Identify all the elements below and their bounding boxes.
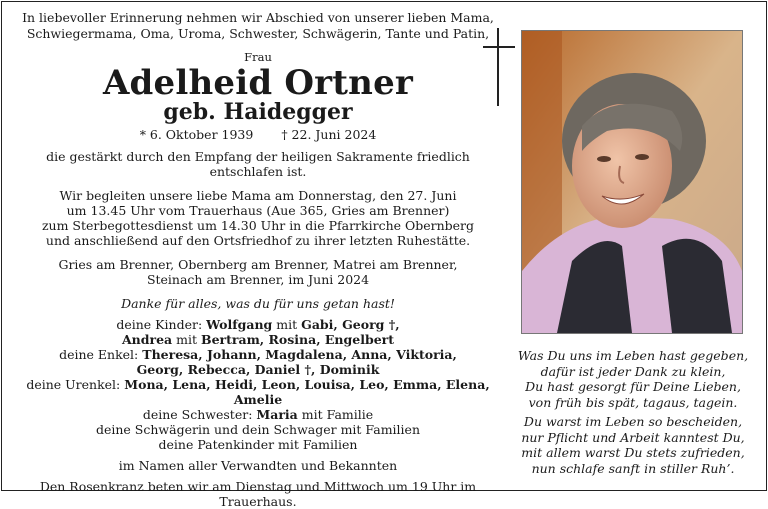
grandchildren-names: Georg, Rebecca, Daniel †, Dominik xyxy=(136,362,380,377)
places-line: Steinach am Brenner, im Juni 2024 xyxy=(146,272,370,287)
deceased-name: Adelheid Ortner xyxy=(102,63,414,103)
poem-line: Was Du uns im Leben hast gegeben, xyxy=(517,348,749,363)
portrait-illustration xyxy=(522,31,742,333)
family-list xyxy=(12,317,504,473)
poem-line: von früh bis spät, tagaus, tagein. xyxy=(528,394,738,410)
child-name: Andrea xyxy=(121,332,173,347)
kinder-label: deine Kinder: xyxy=(116,317,203,332)
death-date: † 22. Juni 2024 xyxy=(281,127,377,142)
poem-line: dafür ist jeder Dank zu klein, xyxy=(540,363,726,379)
poem-stanza xyxy=(516,414,750,476)
cross-icon xyxy=(483,28,515,106)
child-family: Gabi, Georg †, xyxy=(301,317,400,332)
poem-stanza xyxy=(516,348,750,410)
death-text: die gestärkt durch den Empfang der heiligen Sakramente friedlich entschlafen ist. xyxy=(46,149,470,179)
child-family: Bertram, Rosina, Engelbert xyxy=(201,332,395,347)
child-name: Wolfgang xyxy=(206,317,273,332)
great-grandchildren-names: Mona, Lena, Heidi, Leon, Louisa, Leo, Emma, Elena, Amelie xyxy=(124,377,490,407)
sister-name: Maria xyxy=(256,407,298,422)
verwandte-line: im Namen aller Verwandten und Bekannten xyxy=(118,458,398,473)
maiden-name: geb. Haidegger xyxy=(163,99,353,125)
funeral-info xyxy=(12,188,504,248)
funeral-line: und anschließend auf den Ortsfriedhof zu ihrer letzten Ruhestätte. xyxy=(45,233,471,248)
intro-text: In liebevoller Erinnerung nehmen wir Abschied von unserer lieben Mama, Schwiegermama, Oma, Uroma, Schwester, Schwägerin, Tante und Patin, xyxy=(22,10,494,41)
obituary-text-column xyxy=(12,10,504,509)
funeral-line: Wir begleiten unsere liebe Mama am Donnerstag, den 27. Juni xyxy=(59,188,457,203)
obituary-card xyxy=(1,1,767,509)
grandchildren-names: Theresa, Johann, Magdalena, Anna, Viktoria, xyxy=(142,347,457,362)
birth-date: * 6. Oktober 1939 xyxy=(139,127,254,142)
poem-line: nun schlafe sanft in stiller Ruh’. xyxy=(531,460,735,476)
schwaegerin-line: deine Schwägerin und dein Schwager mit Familien xyxy=(95,422,420,437)
kinder-line xyxy=(12,317,504,332)
schwester-line xyxy=(12,407,504,422)
poem xyxy=(516,348,750,476)
poem-line: Du warst im Leben so bescheiden, xyxy=(523,414,743,429)
sister-family: mit Familie xyxy=(301,407,374,422)
schwester-label: deine Schwester: xyxy=(142,407,253,422)
urenkel-line xyxy=(12,377,504,407)
connector: mit xyxy=(176,332,198,347)
patenkinder-line: deine Patenkinder mit Familien xyxy=(158,437,358,452)
rosary-text: Den Rosenkranz beten wir am Dienstag und Mittwoch um 19 Uhr im Trauerhaus. xyxy=(39,479,477,509)
poem-line: mit allem warst Du stets zufrieden, xyxy=(521,445,745,460)
poem-line: Du hast gesorgt für Deine Lieben, xyxy=(525,379,741,394)
enkel-line xyxy=(12,362,504,377)
enkel-line xyxy=(12,347,504,362)
life-dates xyxy=(12,127,504,143)
portrait-photo xyxy=(521,30,743,334)
poem-line: nur Pflicht und Arbeit kanntest Du, xyxy=(521,429,745,445)
funeral-line: um 13.45 Uhr vom Trauerhaus (Aue 365, Gries am Brenner) xyxy=(66,203,450,218)
kinder-line xyxy=(12,332,504,347)
connector: mit xyxy=(276,317,298,332)
thanks-text: Danke für alles, was du für uns getan hast! xyxy=(121,296,395,311)
places-line: Gries am Brenner, Obernberg am Brenner, Matrei am Brenner, xyxy=(58,257,458,272)
funeral-line: zum Sterbegottesdienst um 14.30 Uhr in die Pfarrkirche Obernberg xyxy=(41,218,475,233)
salutation: Frau xyxy=(244,50,272,64)
enkel-label: deine Enkel: xyxy=(59,347,139,362)
urenkel-label: deine Urenkel: xyxy=(26,377,121,392)
places-info xyxy=(12,257,504,287)
